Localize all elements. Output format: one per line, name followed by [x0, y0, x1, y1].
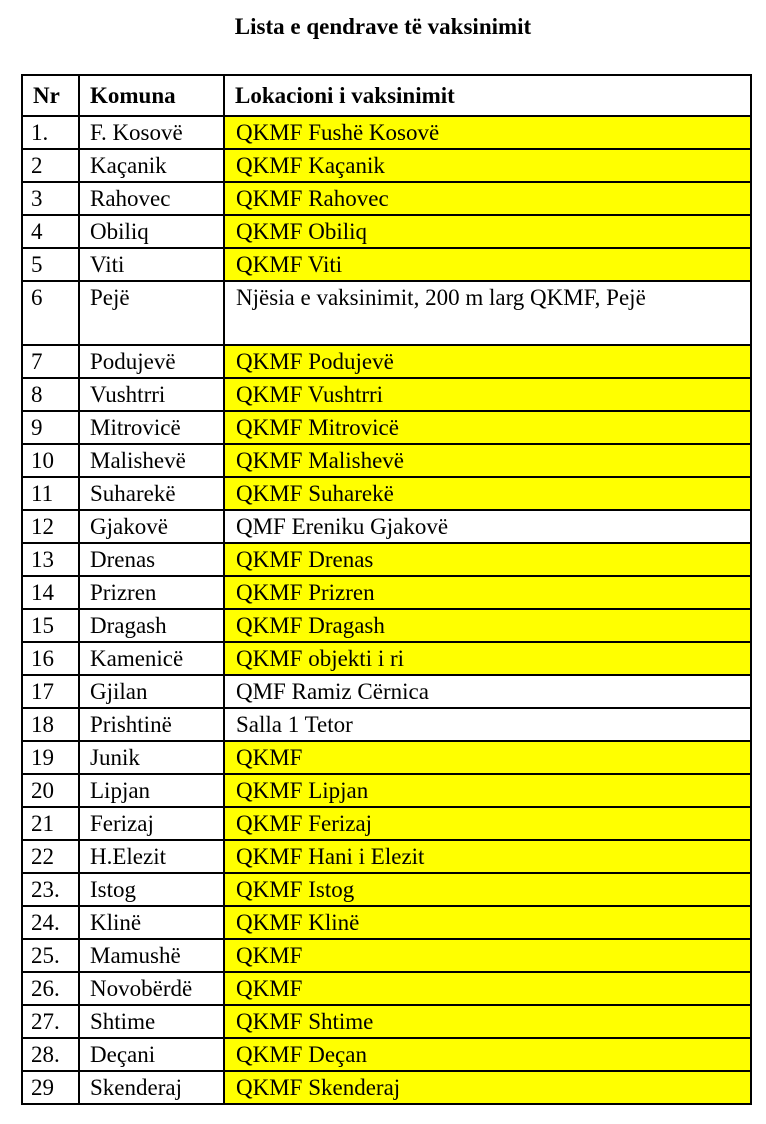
row-lokacioni: QKMF Rahovec [224, 182, 751, 215]
row-lokacioni: QMF Ereniku Gjakovë [224, 510, 751, 543]
row-nr: 25. [22, 939, 79, 972]
row-lokacioni: QKMF objekti i ri [224, 642, 751, 675]
table-row [22, 477, 751, 510]
row-lokacioni: Njësia e vaksinimit, 200 m larg QKMF, Pejë [224, 281, 751, 345]
table-row [22, 576, 751, 609]
row-nr: 3 [22, 182, 79, 215]
row-nr: 14 [22, 576, 79, 609]
row-nr: 20 [22, 774, 79, 807]
row-komuna: Pejë [79, 281, 224, 345]
table-row [22, 248, 751, 281]
row-komuna: Vushtrri [79, 378, 224, 411]
table-header-row [22, 75, 751, 116]
vaccination-centers-table [21, 74, 752, 1105]
row-lokacioni: QKMF [224, 972, 751, 1005]
row-lokacioni: QMF Ramiz Cërnica [224, 675, 751, 708]
row-nr: 27. [22, 1005, 79, 1038]
row-komuna: Rahovec [79, 182, 224, 215]
row-komuna: Prizren [79, 576, 224, 609]
row-lokacioni: QKMF Podujevë [224, 345, 751, 378]
row-komuna: Prishtinë [79, 708, 224, 741]
row-komuna: Ferizaj [79, 807, 224, 840]
row-nr: 11 [22, 477, 79, 510]
row-nr: 13 [22, 543, 79, 576]
row-nr: 17 [22, 675, 79, 708]
row-komuna: Mitrovicë [79, 411, 224, 444]
row-komuna: F. Kosovë [79, 116, 224, 149]
row-nr: 21 [22, 807, 79, 840]
row-nr: 28. [22, 1038, 79, 1071]
row-komuna: Shtime [79, 1005, 224, 1038]
header-komuna: Komuna [79, 75, 224, 116]
table-row [22, 840, 751, 873]
table-row [22, 182, 751, 215]
row-lokacioni: QKMF Vushtrri [224, 378, 751, 411]
row-nr: 16 [22, 642, 79, 675]
document-title: Lista e qendrave të vaksinimit [234, 14, 532, 39]
table-row [22, 116, 751, 149]
row-komuna: Obiliq [79, 215, 224, 248]
row-nr: 12 [22, 510, 79, 543]
row-lokacioni: QKMF [224, 939, 751, 972]
row-nr: 19 [22, 741, 79, 774]
header-nr: Nr [22, 75, 79, 116]
table-row [22, 972, 751, 1005]
table-body [22, 116, 751, 1104]
row-nr: 5 [22, 248, 79, 281]
row-lokacioni: QKMF Dragash [224, 609, 751, 642]
row-komuna: H.Elezit [79, 840, 224, 873]
row-komuna: Lipjan [79, 774, 224, 807]
row-lokacioni: QKMF Suharekë [224, 477, 751, 510]
row-lokacioni: QKMF Fushë Kosovë [224, 116, 751, 149]
row-komuna: Malishevë [79, 444, 224, 477]
row-nr: 8 [22, 378, 79, 411]
table-row [22, 609, 751, 642]
table-row [22, 1005, 751, 1038]
table-row [22, 1038, 751, 1071]
table-row [22, 774, 751, 807]
row-nr: 23. [22, 873, 79, 906]
row-lokacioni: QKMF Obiliq [224, 215, 751, 248]
row-komuna: Gjilan [79, 675, 224, 708]
table-row [22, 378, 751, 411]
table-row [22, 215, 751, 248]
row-komuna: Gjakovë [79, 510, 224, 543]
row-komuna: Skenderaj [79, 1071, 224, 1104]
row-lokacioni: QKMF Ferizaj [224, 807, 751, 840]
row-nr: 24. [22, 906, 79, 939]
row-nr: 7 [22, 345, 79, 378]
row-komuna: Viti [79, 248, 224, 281]
table-row [22, 675, 751, 708]
row-lokacioni: QKMF Malishevë [224, 444, 751, 477]
table-row [22, 873, 751, 906]
row-nr: 15 [22, 609, 79, 642]
row-lokacioni: QKMF Drenas [224, 543, 751, 576]
row-nr: 22 [22, 840, 79, 873]
row-nr: 6 [22, 281, 79, 345]
row-lokacioni: Salla 1 Tetor [224, 708, 751, 741]
table-row [22, 149, 751, 182]
table-row [22, 345, 751, 378]
row-komuna: Junik [79, 741, 224, 774]
row-nr: 9 [22, 411, 79, 444]
table-row [22, 906, 751, 939]
row-lokacioni: QKMF Klinë [224, 906, 751, 939]
table-row [22, 444, 751, 477]
table-row [22, 939, 751, 972]
row-komuna: Klinë [79, 906, 224, 939]
table-row [22, 708, 751, 741]
row-komuna: Podujevë [79, 345, 224, 378]
row-komuna: Istog [79, 873, 224, 906]
row-lokacioni: QKMF Hani i Elezit [224, 840, 751, 873]
row-nr: 26. [22, 972, 79, 1005]
row-nr: 4 [22, 215, 79, 248]
table-row [22, 281, 751, 345]
row-lokacioni: QKMF Lipjan [224, 774, 751, 807]
row-lokacioni: QKMF Shtime [224, 1005, 751, 1038]
row-lokacioni: QKMF Istog [224, 873, 751, 906]
row-nr: 10 [22, 444, 79, 477]
row-nr: 1. [22, 116, 79, 149]
row-komuna: Deçani [79, 1038, 224, 1071]
row-komuna: Kaçanik [79, 149, 224, 182]
row-lokacioni: QKMF Skenderaj [224, 1071, 751, 1104]
row-lokacioni: QKMF [224, 741, 751, 774]
row-komuna: Dragash [79, 609, 224, 642]
header-lokacioni: Lokacioni i vaksinimit [224, 75, 751, 116]
row-lokacioni: QKMF Mitrovicë [224, 411, 751, 444]
table-row [22, 543, 751, 576]
row-komuna: Suharekë [79, 477, 224, 510]
row-komuna: Mamushë [79, 939, 224, 972]
row-nr: 18 [22, 708, 79, 741]
row-komuna: Kamenicë [79, 642, 224, 675]
row-lokacioni: QKMF Prizren [224, 576, 751, 609]
row-lokacioni: QKMF Viti [224, 248, 751, 281]
table-row [22, 411, 751, 444]
table-row [22, 1071, 751, 1104]
table-row [22, 642, 751, 675]
row-lokacioni: QKMF Deçan [224, 1038, 751, 1071]
table-row [22, 510, 751, 543]
row-nr: 29 [22, 1071, 79, 1104]
row-nr: 2 [22, 149, 79, 182]
row-lokacioni: QKMF Kaçanik [224, 149, 751, 182]
table-row [22, 807, 751, 840]
table-row [22, 741, 751, 774]
row-komuna: Drenas [79, 543, 224, 576]
row-komuna: Novobërdë [79, 972, 224, 1005]
